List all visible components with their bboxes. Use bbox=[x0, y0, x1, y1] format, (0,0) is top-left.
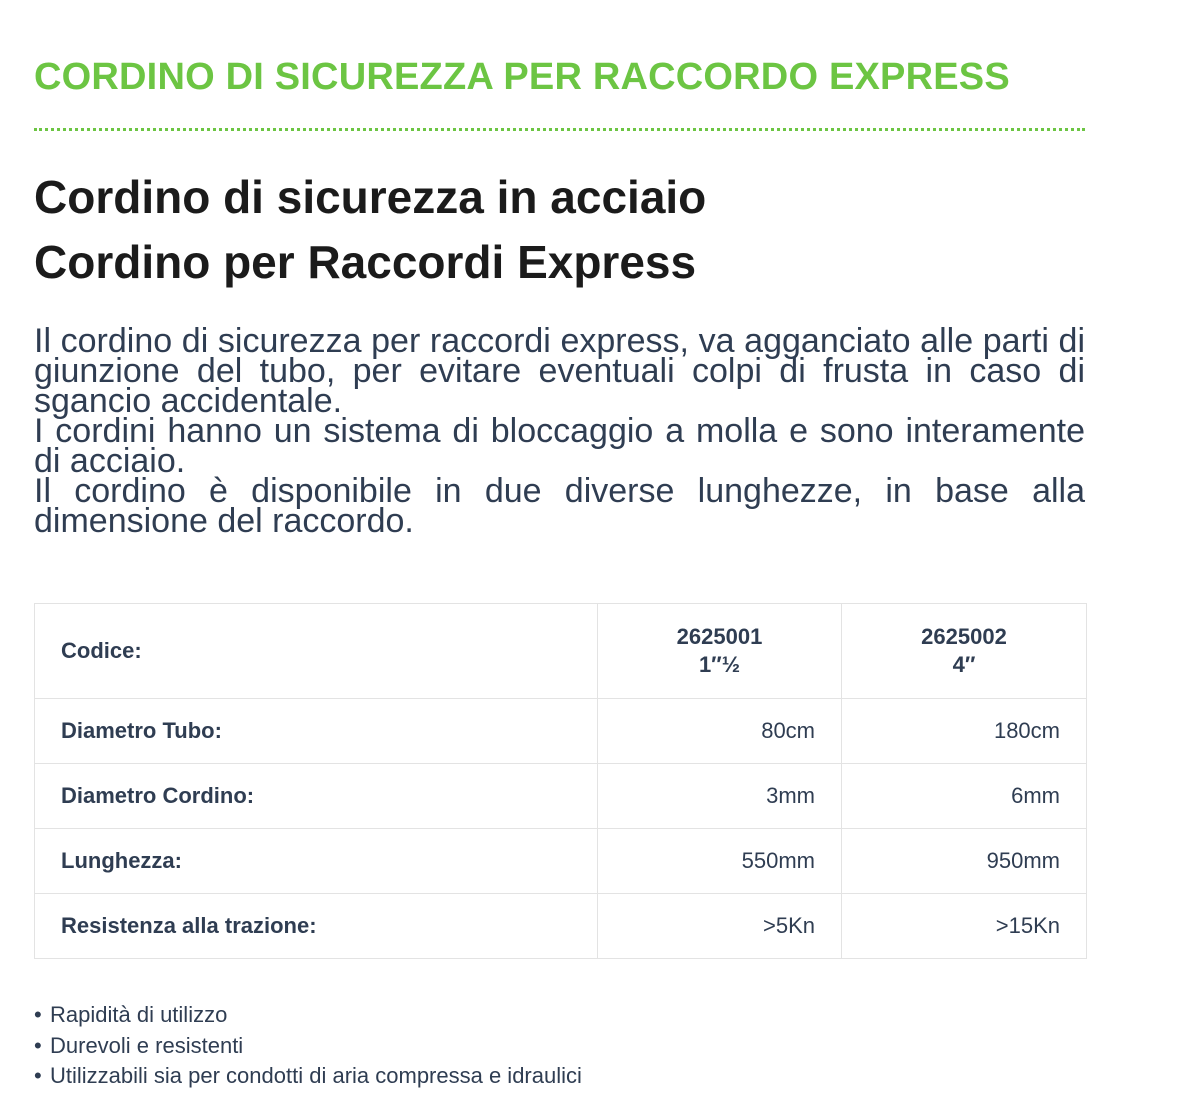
product-size: 4″ bbox=[952, 652, 976, 677]
spec-label: Diametro Tubo: bbox=[35, 699, 598, 764]
table-row bbox=[35, 829, 1087, 894]
table-header-row bbox=[35, 604, 1087, 699]
list-item bbox=[34, 1061, 582, 1092]
description-paragraph-2: I cordini hanno un sistema di bloccaggio a molla e sono interamente di acciaio. bbox=[34, 412, 1085, 480]
page-title: CORDINO DI SICUREZZA PER RACCORDO EXPRESS bbox=[34, 56, 1010, 98]
spec-value: 180cm bbox=[842, 699, 1087, 764]
spec-value: 550mm bbox=[598, 829, 842, 894]
feature-list bbox=[34, 1000, 582, 1092]
spec-label: Codice: bbox=[35, 604, 598, 699]
bullet-icon: • bbox=[34, 1002, 42, 1027]
product-size: 1″½ bbox=[698, 652, 741, 677]
spec-value: >5Kn bbox=[598, 894, 842, 959]
spec-table bbox=[34, 603, 1087, 959]
product-description bbox=[34, 322, 1085, 540]
spec-value: >15Kn bbox=[842, 894, 1087, 959]
spec-value: 80cm bbox=[598, 699, 842, 764]
spec-label: Diametro Cordino: bbox=[35, 764, 598, 829]
spec-label: Lunghezza: bbox=[35, 829, 598, 894]
bullet-icon: • bbox=[34, 1063, 42, 1088]
feature-text: Rapidità di utilizzo bbox=[50, 1002, 228, 1027]
spec-value: 3mm bbox=[598, 764, 842, 829]
bullet-icon: • bbox=[34, 1032, 42, 1058]
spec-label: Resistenza alla trazione: bbox=[35, 894, 598, 959]
table-row bbox=[35, 764, 1087, 829]
table-row bbox=[35, 699, 1087, 764]
product-code: 2625001 bbox=[676, 624, 763, 649]
list-item bbox=[34, 1031, 582, 1062]
headline-line-2: Cordino per Raccordi Express bbox=[34, 236, 697, 288]
product-code-cell bbox=[598, 604, 842, 699]
table-row bbox=[35, 894, 1087, 959]
feature-text: Utilizzabili sia per condotti di aria compressa e idraulici bbox=[50, 1063, 582, 1088]
description-paragraph-3: Il cordino è disponibile in due diverse lunghezze, in base alla dimensione del raccordo. bbox=[34, 472, 1085, 540]
dotted-divider bbox=[34, 128, 1085, 131]
feature-text: Durevoli e resistenti bbox=[50, 1032, 244, 1058]
product-code: 2625002 bbox=[921, 624, 1007, 649]
list-item bbox=[34, 1000, 582, 1031]
product-code-cell bbox=[842, 604, 1087, 699]
headline-line-1: Cordino di sicurezza in acciaio bbox=[34, 171, 707, 223]
description-paragraph-1: Il cordino di sicurezza per raccordi express, va agganciato alle parti di giunzione del tubo, per evitare eventuali colpi di frusta in caso di sgancio accidentale. bbox=[34, 322, 1085, 420]
spec-value: 950mm bbox=[842, 829, 1087, 894]
spec-value: 6mm bbox=[842, 764, 1087, 829]
